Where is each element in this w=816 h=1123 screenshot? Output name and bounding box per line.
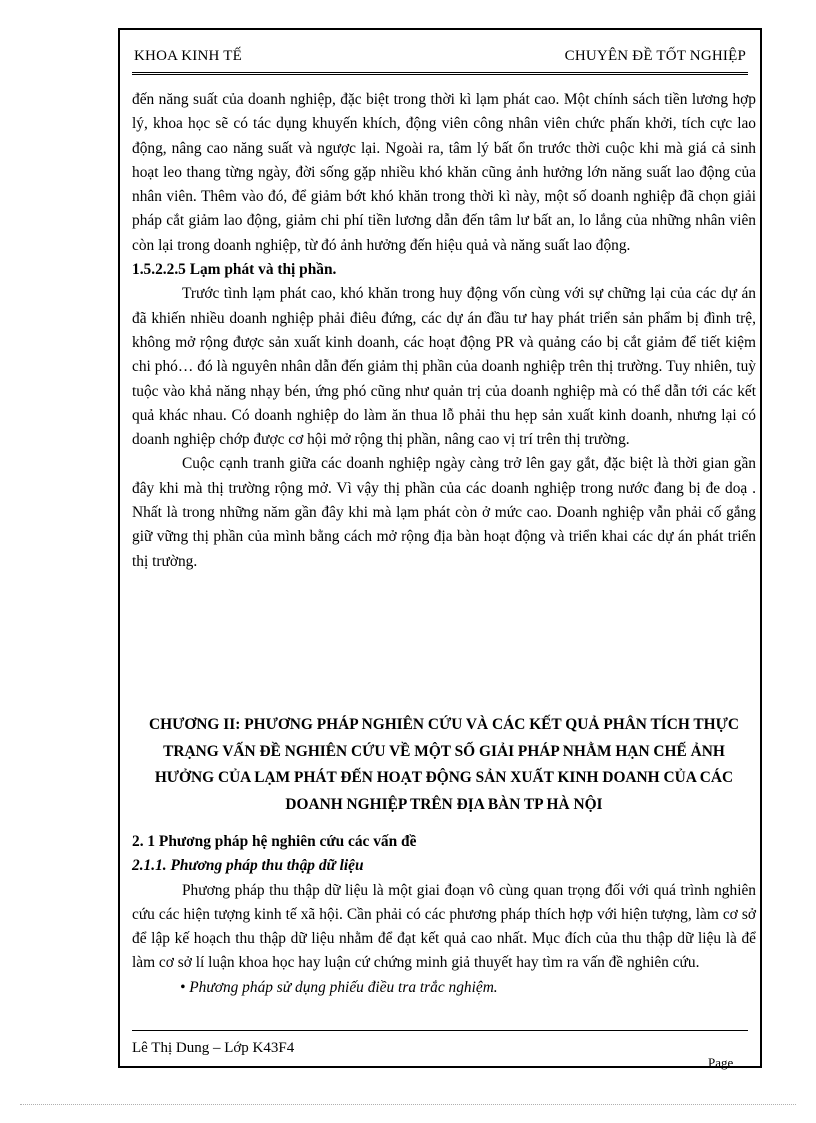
section-heading-methods: 2. 1 Phương pháp hệ nghiên cứu các vấn đề [132,833,417,850]
section-heading-market-share: 1.5.2.2.5 Lạm phát và thị phần. [132,261,337,279]
page-header [134,48,746,74]
paragraph-productivity: đến năng suất của doanh nghiệp, đặc biệt trong thời kì lạm phát cao. Một chính sách tiền lương hợp lý, khoa học sẽ có tác dụng khuyến khích, động viên công nhân viên chức phấn khởi, tích cực lao động, nâng cao năng suất và ngược lại. Ngoài ra, tâm lý bất ổn trước thời cuộc khi mà giá cả sinh hoạt leo thang từng ngày, đời sống gặp nhiều khó khăn cũng ảnh hưởng lớn năng suất lao động của nhân viên. Thêm vào đó, để giảm bớt khó khăn trong thời kì này, một số doanh nghiệp đã chọn giải pháp cắt giảm lao động, giảm chi phí tiền lương dẫn đến tâm lư bất an, lo lắng của những nhân viên còn lại trong doanh nghiệp, từ đó ảnh hưởng đến hiệu quả và năng suất lao động. [132,91,756,254]
chapter-title: CHƯƠNG II: PHƯƠNG PHÁP NGHIÊN CỨU VÀ CÁC KẾT QUẢ PHÂN TÍCH THỰC TRẠNG VẤN ĐỀ NGHIÊN CỨU VỀ MỘT SỐ GIẢI PHÁP NHẰM HẠN CHẾ ẢNH HƯỞNG CỦA LẠM PHÁT ĐẾN HOẠT ĐỘNG SẢN XUẤT KINH DOANH CỦA CÁC DOANH NGHIỆP TRÊN ĐỊA BÀN TP HÀ NỘI [149,716,739,813]
header-document-type: CHUYÊN ĐỀ TỐT NGHIỆP [564,48,746,64]
paragraph-data-collection: Phương pháp thu thập dữ liệu là một giai đoạn vô cùng quan trọng đối với quá trình nghiên cứu các hiện tượng kinh tế xã hội. Cần phải có các phương pháp thích hợp với hiện tượng, làm cơ sở để lập kế hoạch thu thập dữ liệu nhằm để đạt kết quả cao nhất. Mục đích của thu thập dữ liệu là để làm cơ sở lí luận khoa học hay luận cứ chứng minh giả thuyết hay tìm ra vấn đề nghiên cứu. [132,881,756,972]
footer-divider [132,1030,748,1031]
bullet-survey-method: • Phương pháp sử dụng phiếu điều tra trắc nghiệm. [180,978,498,996]
page-bottom-rule [20,1104,796,1105]
footer-page-label: Page [708,1055,734,1070]
section-methods [132,830,756,1000]
subsection-heading-data-collection: 2.1.1. Phương pháp thu thập dữ liệu [132,857,364,875]
paragraph-competition: Cuộc cạnh tranh giữa các doanh nghiệp ngày càng trở lên gay gắt, đặc biệt là thời gian gần đây khi mà thị trường rộng mở. Vì vậy thị phần của các doanh nghiệp trong nước đang bị đe doạ . Nhất là trong những năm gần đây khi mà lạm phát còn ở mức cao. Doanh nghiệp vẫn phải cố gắng giữ vững thị phần của mình bằng cách mở rộng địa bàn hoạt động và triển khai các dự án phát triển thị trường. [132,455,756,570]
header-divider [132,72,748,75]
footer-author: Lê Thị Dung – Lớp K43F4 [132,1040,295,1056]
body-content [132,88,756,574]
header-faculty: KHOA KINH TẾ [134,48,242,64]
paragraph-market-share: Trước tình lạm phát cao, khó khăn trong huy động vốn cùng với sự chững lại của các dự án đã khiến nhiều doanh nghiệp phải điêu đứng, các dự án đầu tư hay phát triển sản phẩm bị đình trệ, không mở rộng được sản xuất kinh doanh, các hoạt động PR và quảng cáo bị cắt giảm để tiết kiệm chi phó… đó là nguyên nhân dẫn đến giảm thị phần của doanh nghiệp trên thị trường. Tuy nhiên, tuỳ tuộc vào khả năng nhạy bén, ứng phó cũng như quản trị của doanh nghiệp mà có thể dẫn tới các kết quả khác nhau. Có doanh nghiệp do làm ăn thua lỗ phải thu hẹp sản xuất kinh doanh, nhưng lại có doanh nghiệp chớp được cơ hội mở rộng thị phần, nâng cao vị trí trên thị trường. [132,285,756,449]
